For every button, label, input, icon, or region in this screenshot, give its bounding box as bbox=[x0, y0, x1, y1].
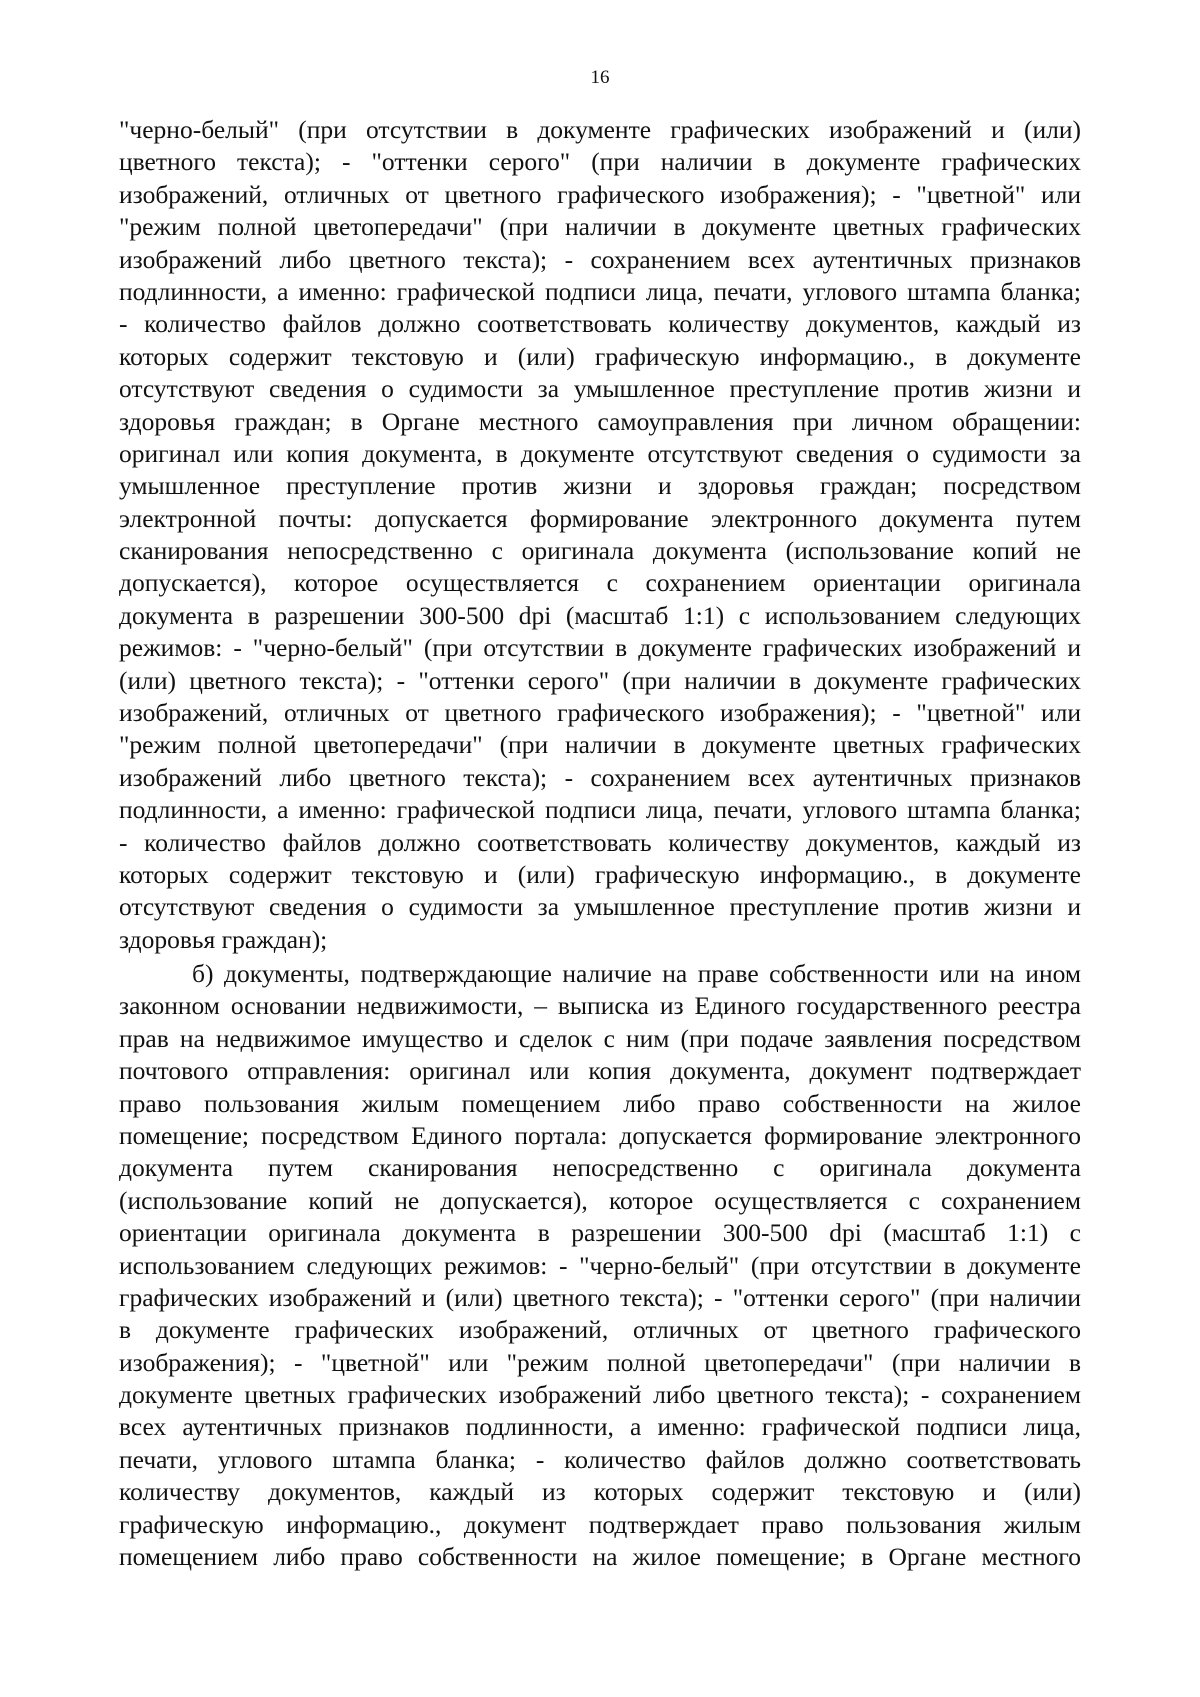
text-line: - количество файлов должно соответствовать количеству документов, каждый из bbox=[119, 309, 1081, 339]
text-line: подлинности, а именно: графической подписи лица, печати, углового штампа бланка; bbox=[119, 795, 1081, 825]
text-line: всех аутентичных признаков подлинности, а именно: графической подписи лица, bbox=[119, 1412, 1081, 1442]
text-line: "режим полной цветопередачи" (при наличии в документе цветных графических bbox=[119, 212, 1081, 242]
text-line: которых содержит текстовую и (или) графическую информацию., в документе bbox=[119, 859, 1081, 889]
text-line: (использование копий не допускается), которое осуществляется с сохранением bbox=[119, 1185, 1081, 1215]
text-line: цветного текста); - "оттенки серого" (при наличии в документе графических bbox=[119, 147, 1081, 177]
text-line: печати, углового штампа бланка; - количество файлов должно соответствовать bbox=[119, 1444, 1081, 1474]
text-line: которых содержит текстовую и (или) графическую информацию., в документе bbox=[119, 341, 1081, 371]
text-line: право пользования жилым помещением либо право собственности на жилое bbox=[119, 1088, 1081, 1118]
text-line: документа путем сканирования непосредственно с оригинала документа bbox=[119, 1153, 1081, 1183]
text-line: режимов: - "черно-белый" (при отсутствии в документе графических изображений и bbox=[119, 633, 1081, 663]
text-line: в документе графических изображений, отличных от цветного графического bbox=[119, 1315, 1081, 1345]
text-line: помещение; посредством Единого портала: допускается формирование электронного bbox=[119, 1120, 1081, 1150]
text-line: отсутствуют сведения о судимости за умышленное преступление против жизни и bbox=[119, 892, 1081, 922]
text-line: законном основании недвижимости, – выписка из Единого государственного реестра bbox=[119, 991, 1081, 1021]
text-line: оригинал или копия документа, в документе отсутствуют сведения о судимости за bbox=[119, 438, 1081, 468]
text-line: документе цветных графических изображений либо цветного текста); - сохранением bbox=[119, 1380, 1081, 1410]
text-line: графическую информацию., документ подтверждает право пользования жилым bbox=[119, 1509, 1081, 1539]
text-line: прав на недвижимое имущество и сделок с ним (при подаче заявления посредством bbox=[119, 1023, 1081, 1053]
paragraph-b bbox=[119, 958, 1081, 1573]
text-line: - количество файлов должно соответствовать количеству документов, каждый из bbox=[119, 827, 1081, 857]
text-line: использованием следующих режимов: - "черно-белый" (при отсутствии в документе bbox=[119, 1250, 1081, 1280]
paragraph-continuation bbox=[119, 114, 1081, 956]
text-line: изображений либо цветного текста); - сохранением всех аутентичных признаков bbox=[119, 762, 1081, 792]
text-line: б) документы, подтверждающие наличие на праве собственности или на ином bbox=[192, 959, 1081, 988]
page-number: 16 bbox=[590, 67, 610, 88]
text-line: помещением либо право собственности на жилое помещение; в Органе местного bbox=[119, 1542, 1081, 1572]
text-line: почтового отправления: оригинал или копия документа, документ подтверждает bbox=[119, 1056, 1081, 1086]
text-line: "черно-белый" (при отсутствии в документе графических изображений и (или) bbox=[119, 115, 1081, 144]
text-line: изображения); - "цветной" или "режим полной цветопередачи" (при наличии в bbox=[119, 1347, 1081, 1377]
text-line: сканирования непосредственно с оригинала документа (использование копий не bbox=[119, 536, 1081, 566]
text-line: изображений, отличных от цветного графического изображения); - "цветной" или bbox=[119, 698, 1081, 728]
text-line: ориентации оригинала документа в разрешении 300-500 dpi (масштаб 1:1) с bbox=[119, 1218, 1081, 1248]
text-line: количеству документов, каждый из которых содержит текстовую и (или) bbox=[119, 1477, 1081, 1507]
text-line: графических изображений и (или) цветного текста); - "оттенки серого" (при наличии bbox=[119, 1282, 1081, 1312]
text-line: подлинности, а именно: графической подписи лица, печати, углового штампа бланка; bbox=[119, 276, 1081, 306]
text-line: электронной почты: допускается формирование электронного документа путем bbox=[119, 503, 1081, 533]
text-line: здоровья граждан); bbox=[119, 924, 328, 954]
text-line: "режим полной цветопередачи" (при наличии в документе цветных графических bbox=[119, 730, 1081, 760]
text-line: (или) цветного текста); - "оттенки серого" (при наличии в документе графических bbox=[119, 665, 1081, 695]
text-line: здоровья граждан; в Органе местного самоуправления при личном обращении: bbox=[119, 406, 1081, 436]
text-line: изображений, отличных от цветного графического изображения); - "цветной" или bbox=[119, 179, 1081, 209]
text-line: умышленное преступление против жизни и здоровья граждан; посредством bbox=[119, 471, 1081, 501]
text-line: допускается), которое осуществляется с сохранением ориентации оригинала bbox=[119, 568, 1081, 598]
text-line: изображений либо цветного текста); - сохранением всех аутентичных признаков bbox=[119, 244, 1081, 274]
text-line: документа в разрешении 300-500 dpi (масштаб 1:1) с использованием следующих bbox=[119, 600, 1081, 630]
text-line: отсутствуют сведения о судимости за умышленное преступление против жизни и bbox=[119, 374, 1081, 404]
